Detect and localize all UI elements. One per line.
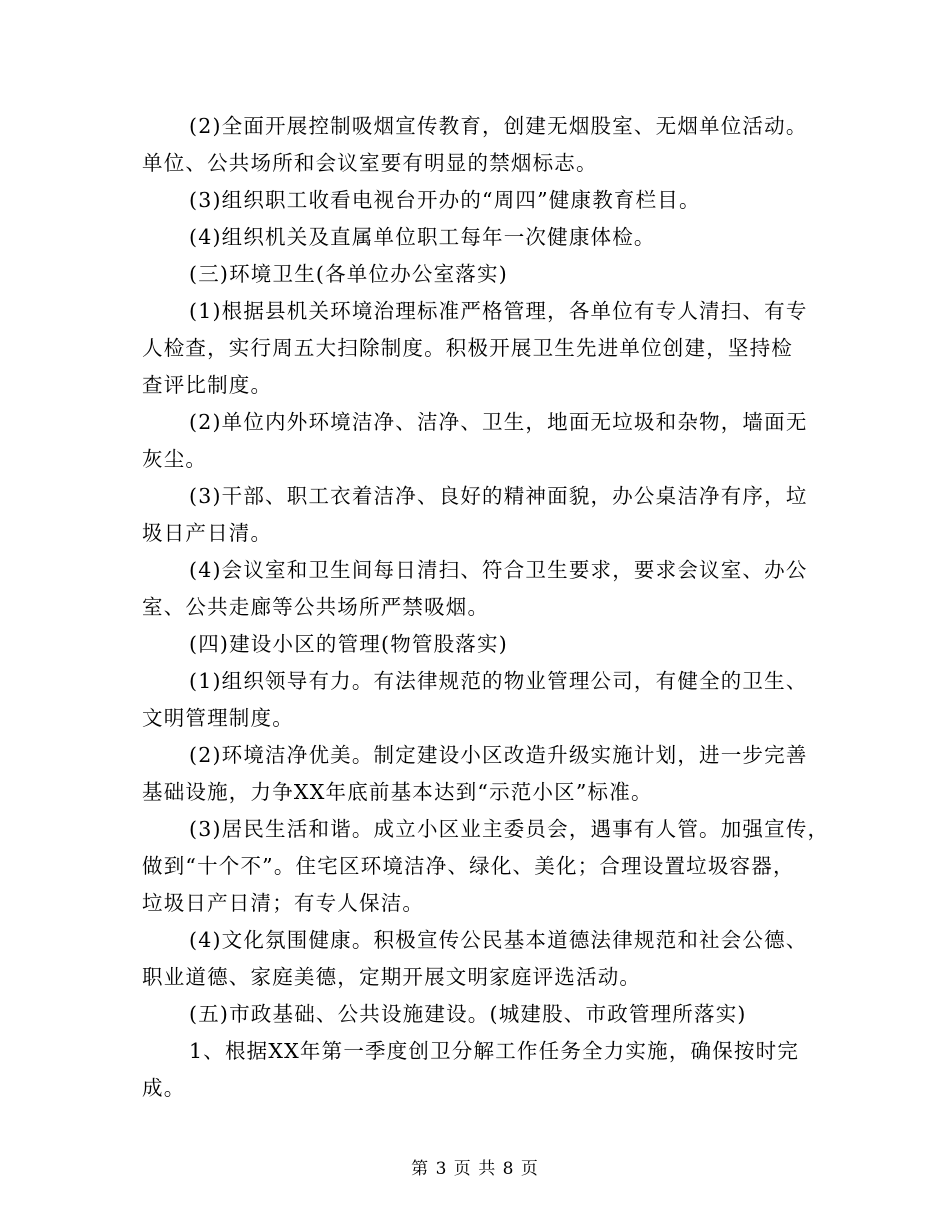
text-line: (2)全面开展控制吸烟宣传教育，创建无烟股室、无烟单位活动。 bbox=[189, 114, 808, 138]
text-line: 室、公共走廊等公共场所严禁吸烟。 bbox=[142, 595, 490, 619]
section-heading: (五)市政基础、公共设施建设。(城建股、市政管理所落实) bbox=[189, 1002, 747, 1026]
text-line: 职业道德、家庭美德，定期开展文明家庭评选活动。 bbox=[142, 965, 642, 989]
text-line: 做到“十个不”。住宅区环境洁净、绿化、美化；合理设置垃圾容器， bbox=[142, 854, 795, 878]
text-line: (4)会议室和卫生间每日清扫、符合卫生要求，要求会议室、办公 bbox=[189, 558, 808, 582]
text-line: 单位、公共场所和会议室要有明显的禁烟标志。 bbox=[142, 151, 598, 175]
section-heading: (三)环境卫生(各单位办公室落实) bbox=[189, 262, 508, 286]
text-line: 1、根据XX年第一季度创卫分解工作任务全力实施，确保按时完 bbox=[189, 1039, 800, 1063]
text-line: (3)居民生活和谐。成立小区业主委员会，遇事有人管。加强宣传， bbox=[189, 817, 830, 841]
text-line: 垃圾日产日清；有专人保洁。 bbox=[142, 891, 425, 915]
text-line: 文明管理制度。 bbox=[142, 706, 294, 730]
text-line: 人检查，实行周五大扫除制度。积极开展卫生先进单位创建，坚持检 bbox=[142, 336, 793, 360]
text-line: (2)环境洁净优美。制定建设小区改造升级实施计划，进一步完善 bbox=[189, 743, 808, 767]
text-line: (4)组织机关及直属单位职工每年一次健康体检。 bbox=[189, 225, 656, 249]
text-line: 查评比制度。 bbox=[142, 373, 273, 397]
text-line: 灰尘。 bbox=[142, 447, 208, 471]
text-line: (1)组织领导有力。有法律规范的物业管理公司，有健全的卫生、 bbox=[189, 669, 808, 693]
text-line: (4)文化氛围健康。积极宣传公民基本道德法律规范和社会公德、 bbox=[189, 928, 808, 952]
text-line: 圾日产日清。 bbox=[142, 521, 273, 545]
text-line: 成。 bbox=[142, 1076, 186, 1100]
text-line: (2)单位内外环境洁净、洁净、卫生，地面无垃圾和杂物，墙面无 bbox=[189, 410, 808, 434]
text-line: 基础设施，力争XX年底前基本达到“示范小区”标准。 bbox=[142, 780, 653, 804]
text-line: (1)根据县机关环境治理标准严格管理，各单位有专人清扫、有专 bbox=[189, 299, 808, 323]
section-heading: (四)建设小区的管理(物管股落实) bbox=[189, 632, 508, 656]
text-line: (3)组织职工收看电视台开办的“周四”健康教育栏目。 bbox=[189, 188, 701, 212]
page-footer: 第 3 页 共 8 页 bbox=[411, 1159, 539, 1179]
text-line: (3)干部、职工衣着洁净、良好的精神面貌，办公桌洁净有序，垃 bbox=[189, 484, 808, 508]
